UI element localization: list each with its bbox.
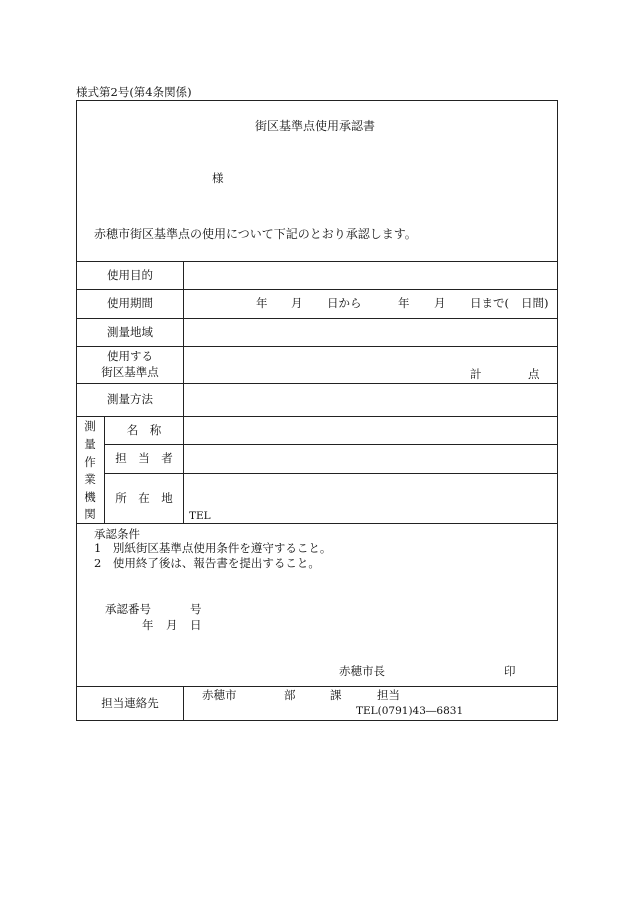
contact-city: 赤穂市	[202, 688, 237, 702]
contact-person: 担当	[377, 688, 400, 702]
agency-char: 業	[84, 472, 96, 486]
points-label-line2: 街区基準点	[101, 365, 159, 379]
approval-number-suffix: 号	[190, 602, 202, 616]
agency-char: 関	[84, 507, 96, 521]
condition-item: 1 別紙街区基準点使用条件を遵守すること。	[94, 541, 332, 555]
period-from-year: 年	[256, 296, 268, 310]
conditions-heading: 承認条件	[94, 527, 140, 541]
contact-label: 担当連絡先	[101, 696, 159, 710]
approval-date-day: 日	[190, 618, 202, 632]
purpose-label: 使用目的	[107, 268, 153, 282]
agency-char: 作	[84, 455, 96, 469]
period-from-day: 日から	[327, 296, 362, 310]
form-label: 様式第2号(第4条関係)	[76, 85, 192, 99]
condition-item: 2 使用終了後は、報告書を提出すること。	[94, 556, 320, 570]
agency-manager-label: 担 当 者	[115, 451, 173, 465]
points-total-label: 計	[470, 367, 482, 381]
agency-name-label: 名 称	[126, 423, 162, 437]
period-to-year: 年	[398, 296, 410, 310]
agency-char: 量	[84, 437, 96, 451]
contact-dept: 部	[284, 688, 296, 702]
agency-tel-label: TEL	[189, 510, 211, 522]
period-to-day: 日まで(	[470, 296, 509, 310]
seal-mark: 印	[504, 664, 516, 678]
period-label: 使用期間	[107, 296, 153, 310]
points-label-line1: 使用する	[107, 349, 153, 363]
recipient-suffix: 様	[212, 171, 224, 185]
mayor-label: 赤穂市長	[339, 664, 385, 678]
approval-number-label: 承認番号	[105, 602, 151, 616]
area-label: 測量地域	[107, 325, 153, 339]
agency-address-label: 所 在 地	[115, 491, 173, 505]
period-to-month: 月	[434, 296, 446, 310]
period-from-month: 月	[291, 296, 303, 310]
approval-statement: 赤穂市街区基準点の使用について下記のとおり承認します。	[94, 227, 417, 241]
points-unit: 点	[528, 367, 540, 381]
method-label: 測量方法	[107, 392, 153, 406]
contact-tel: TEL(0791)43―6831	[356, 705, 464, 717]
document-title: 街区基準点使用承認書	[254, 119, 375, 133]
agency-char: 機	[84, 490, 96, 504]
approval-date-year: 年	[142, 618, 154, 632]
contact-section: 課	[330, 688, 342, 702]
agency-char: 測	[84, 419, 96, 433]
approval-date-month: 月	[166, 618, 178, 632]
period-days: 日間)	[521, 296, 549, 310]
